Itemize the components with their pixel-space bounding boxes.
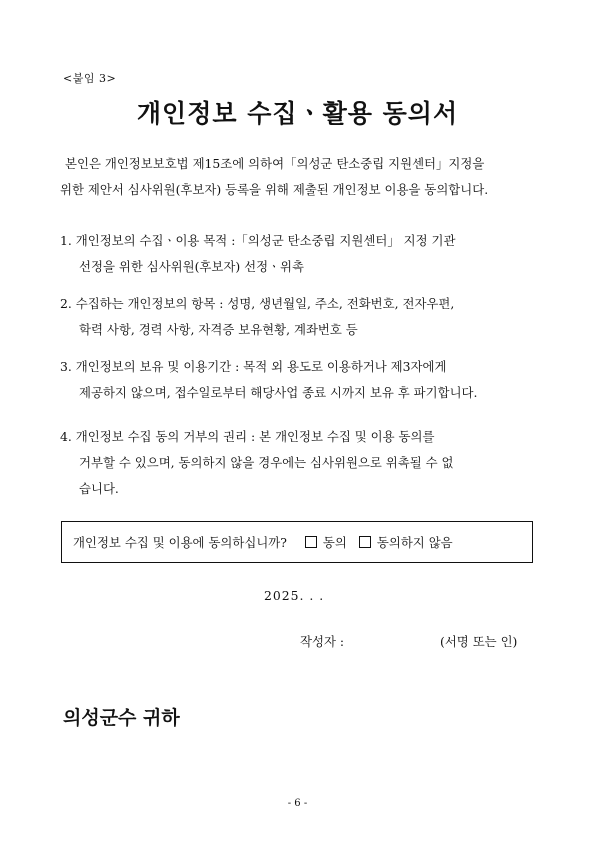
agree-option[interactable] [305,533,347,551]
consent-box [61,521,533,563]
recipient: 의성군수 귀하 [63,707,180,729]
list-item-refusal-right [60,424,538,502]
signature-note: (서명 또는 인) [439,634,518,649]
item-text: 1. 개인정보의 수집ㆍ이용 목적 :「의성군 탄소중립 지원센터」 지정 기관 [60,233,456,248]
item-text: 3. 개인정보의 보유 및 이용기간 : 목적 외 용도로 이용하거나 제3자에게 [60,359,447,374]
intro-line-1: 본인은 개인정보보호법 제15조에 의하여「의성군 탄소중립 지원센터」지정을 [65,156,485,171]
item-continuation: 습니다. [79,481,119,496]
agree-label: 동의 [322,535,347,550]
attachment-label: <붙임 3> [63,72,117,85]
consent-question: 개인정보 수집 및 이용에 동의하십니까? [73,535,287,550]
list-item-purpose [60,228,538,280]
date-field: 2025. . . [264,588,325,603]
writer-label: 작성자 : [300,634,345,649]
list-item-collected-fields [60,291,538,343]
intro-line-2: 위한 제안서 심사위원(후보자) 등록을 위해 제출된 개인정보 이용을 동의합니다. [60,182,489,197]
disagree-option[interactable] [359,533,453,551]
item-text: 4. 개인정보 수집 동의 거부의 권리 : 본 개인정보 수집 및 이용 동의를 [60,429,435,444]
document-title: 개인정보 수집ㆍ활용 동의서 [136,99,459,128]
agree-checkbox[interactable] [305,536,317,548]
item-continuation: 선정을 위한 심사위원(후보자) 선정ㆍ위촉 [79,259,304,274]
disagree-label: 동의하지 않음 [376,535,453,550]
page-number: - 6 - [287,798,308,809]
item-text: 2. 수집하는 개인정보의 항목 : 성명, 생년월일, 주소, 전화번호, 전자우편, [60,296,455,311]
list-item-retention-period [60,354,538,406]
writer-line [300,632,517,650]
item-continuation: 거부할 수 있으며, 동의하지 않을 경우에는 심사위원으로 위촉될 수 없 [79,455,454,470]
item-continuation: 학력 사항, 경력 사항, 자격증 보유현황, 계좌번호 등 [79,322,358,337]
disagree-checkbox[interactable] [359,536,371,548]
intro-paragraph [60,151,538,203]
item-continuation: 제공하지 않으며, 접수일로부터 해당사업 종료 시까지 보유 후 파기합니다. [79,385,478,400]
